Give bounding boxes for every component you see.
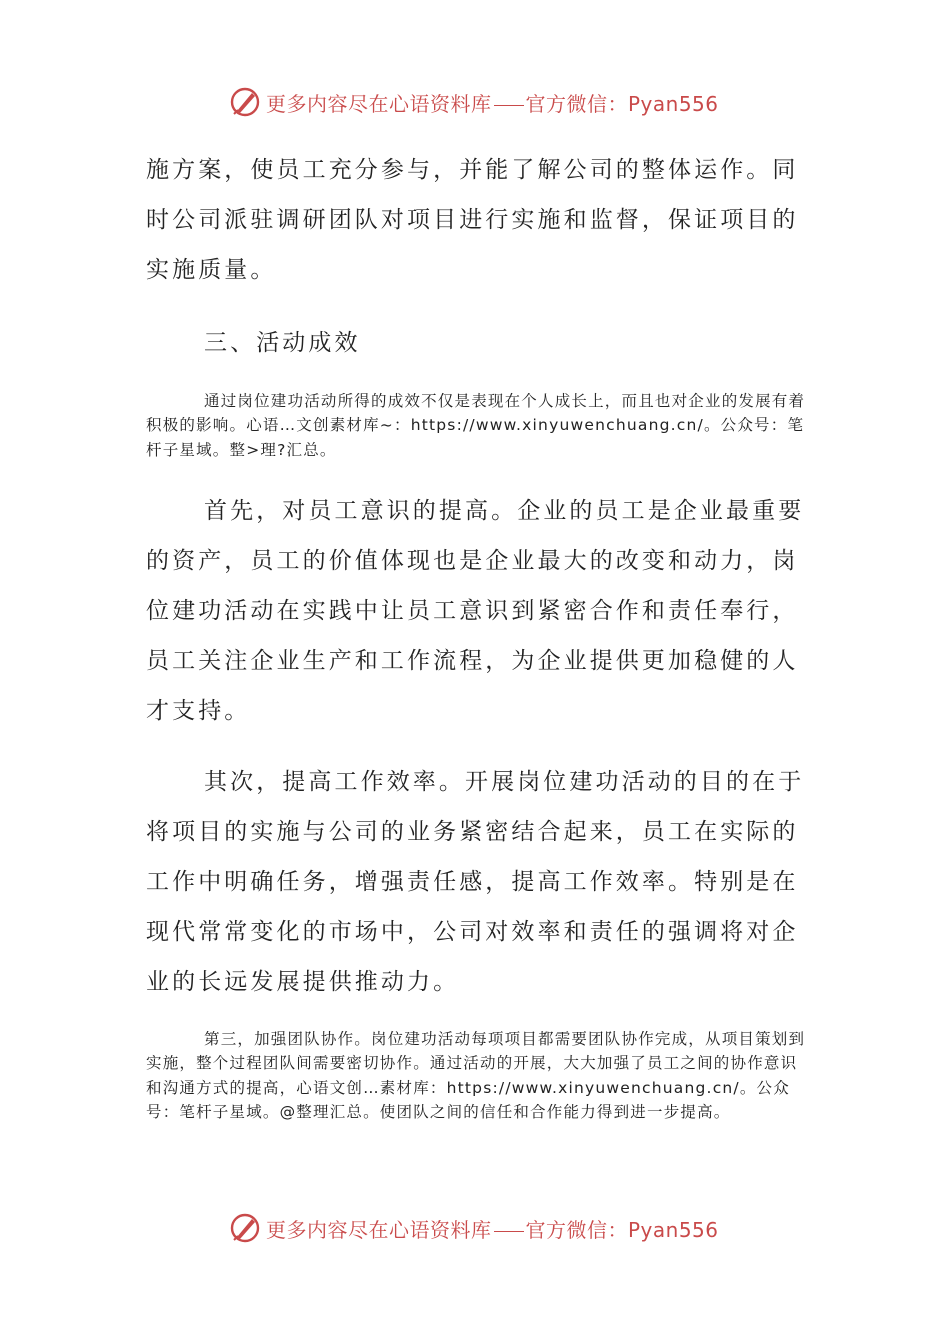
paragraph-1: 施方案，使员工充分参与，并能了解公司的整体运作。同时公司派驻调研团队对项目进行实施和监督，保证项目的实施质量。	[146, 157, 799, 283]
section-heading	[146, 318, 806, 368]
banner-main: 更多内容尽在心语资料库	[266, 1217, 492, 1242]
paragraph-4-text: 其次，提高工作效率。开展岗位建功活动的目的在于将项目的实施与公司的业务紧密结合起来，员工在实际的工作中明确任务，增强责任感，提高工作效率。特别是在现代常常变化的市场中，公司对效率和责任的强调将对企业的长远发展提供推动力。	[146, 769, 805, 995]
pen-logo-icon	[228, 1211, 262, 1245]
banner-text	[266, 1214, 719, 1243]
header-banner	[228, 85, 728, 119]
paragraph-2	[146, 389, 806, 462]
banner-main: 更多内容尽在心语资料库	[266, 91, 492, 116]
banner-text	[266, 88, 719, 117]
paragraph-5-text: 第三，加强团队协作。岗位建功活动每项项目都需要团队协作完成，从项目策划到实施，整个过程团队间需要密切协作。通过活动的开展，大大加强了员工之间的协作意识和沟通方式的提高，心语文创…素材库：https://www.xinyuwenchuang.cn/。公众号：笔杆子星域。@整理汇总。使团队之间的信任和合作能力得到进一步提高。	[146, 1030, 806, 1122]
banner-official: 官方微信：	[525, 91, 628, 116]
footer-banner	[228, 1211, 728, 1245]
banner-official: 官方微信：	[525, 1217, 628, 1242]
paragraph-5	[146, 1027, 806, 1125]
banner-wechat-id: Pyan556	[628, 91, 719, 116]
paragraph-2-text: 通过岗位建功活动所得的成效不仅是表现在个人成长上，而且也对企业的发展有着积极的影响。心语…文创素材库~：https://www.xinyuwenchuang.cn/。公众号：笔杆子星域。整>理?汇总。	[146, 392, 806, 459]
paragraph-4	[146, 757, 806, 1007]
section-heading-text: 三、活动成效	[204, 330, 361, 356]
paragraph-3	[146, 486, 806, 736]
paragraph-3-text: 首先，对员工意识的提高。企业的员工是企业最重要的资产，员工的价值体现也是企业最大的改变和动力，岗位建功活动在实践中让员工意识到紧密合作和责任奉行，员工关注企业生产和工作流程，为企业提供更加稳健的人才支持。	[146, 498, 805, 724]
pen-logo-icon	[228, 85, 262, 119]
banner-wechat-id: Pyan556	[628, 1217, 719, 1242]
